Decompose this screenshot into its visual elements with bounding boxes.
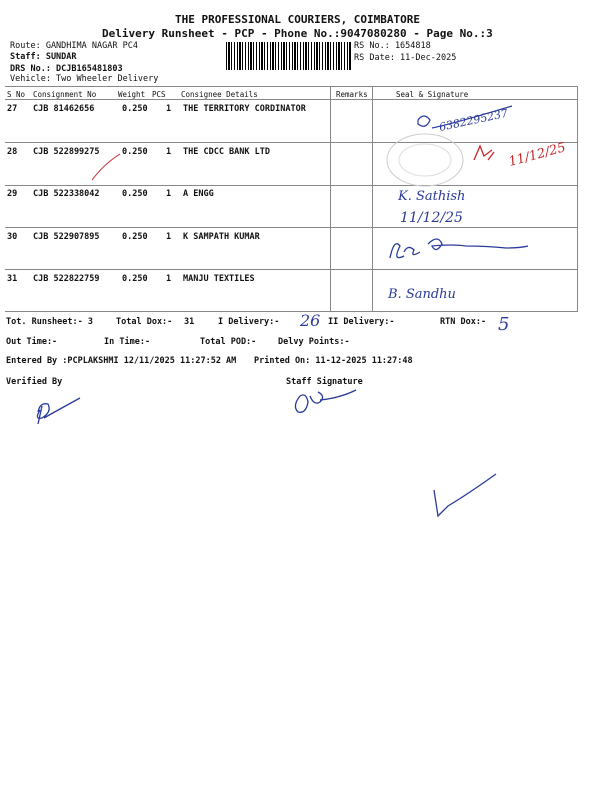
handwritten-delivery-count: 26 (300, 311, 321, 330)
signature-row-30 (390, 239, 528, 258)
drs-number: DRS No.: DCJB165481803 (10, 64, 123, 74)
signature-row-28 (474, 146, 494, 160)
vehicle-label: Vehicle: Two Wheeler Delivery (10, 74, 159, 84)
out-time-label: Out Time:- (6, 337, 58, 347)
ii-delivery-label: II Delivery:- (328, 317, 395, 327)
row-consignment: CJB 522338042 (33, 189, 100, 199)
row-weight: 0.250 (122, 189, 148, 199)
row-pcs: 1 (166, 232, 172, 242)
row-consignment: CJB 522907895 (33, 232, 100, 242)
row-consignee: A ENGG (183, 189, 214, 199)
extra-signature-mark (434, 474, 496, 516)
col-consignment: Consignment No (33, 90, 97, 99)
row-sno: 31 (7, 274, 18, 284)
col-weight: Weight (118, 90, 146, 99)
company-title: THE PROFESSIONAL COURIERS, COIMBATORE (175, 13, 421, 26)
handwritten-date-row-28: 11/12/25 (507, 140, 568, 170)
row-weight: 0.250 (122, 147, 148, 157)
red-tick-mark (92, 154, 120, 180)
row-consignment: CJB 522822759 (33, 274, 100, 284)
row-sno: 29 (7, 189, 18, 199)
staff-signature-label: Staff Signature (286, 377, 363, 387)
row-consignee: THE CDCC BANK LTD (183, 147, 270, 157)
row-weight: 0.250 (122, 232, 148, 242)
rtn-dox-label: RTN Dox:- (440, 317, 487, 327)
total-dox-label: Total Dox:- (116, 317, 173, 327)
row-consignee: MANJU TEXTILES (183, 274, 255, 284)
delvy-points-label: Delvy Points:- (278, 337, 350, 347)
row-sno: 30 (7, 232, 18, 242)
stamp-mark (387, 134, 463, 186)
row-pcs: 1 (166, 189, 172, 199)
col-pcs: PCS (152, 90, 166, 99)
stamp-mark (399, 144, 451, 176)
total-dox-value: 31 (184, 317, 195, 327)
printed-on: Printed On: 11-12-2025 11:27:48 (254, 356, 413, 366)
entered-by: Entered By :PCPLAKSHMI 12/11/2025 11:27:52 AM (6, 356, 237, 366)
row-consignee: THE TERRITORY CORDINATOR (183, 104, 306, 114)
row-pcs: 1 (166, 104, 172, 114)
route-label: Route: GANDHIMA NAGAR PC4 (10, 41, 138, 51)
runsheet-title: Delivery Runsheet - PCP - Phone No.:9047080280 - Page No.:3 (102, 27, 493, 40)
handwritten-phone: 6382295237 (437, 106, 510, 134)
col-seal-signature: Seal & Signature (396, 90, 469, 99)
col-consignee: Consignee Details (181, 90, 258, 99)
row-consignment: CJB 81462656 (33, 104, 95, 114)
rs-number: RS No.: 1654818 (354, 41, 431, 51)
in-time-label: In Time:- (104, 337, 151, 347)
row-pcs: 1 (166, 274, 172, 284)
verified-by-label: Verified By (6, 377, 63, 387)
row-consignee: K SAMPATH KUMAR (183, 232, 260, 242)
i-delivery-label: I Delivery:- (218, 317, 280, 327)
col-sno: S No (7, 90, 26, 99)
tot-runsheet: Tot. Runsheet:- 3 (6, 317, 93, 327)
rs-date: RS Date: 11-Dec-2025 (354, 53, 457, 63)
handwritten-name-row-29: K. Sathish (398, 189, 466, 204)
row-pcs: 1 (166, 147, 172, 157)
row-weight: 0.250 (122, 274, 148, 284)
handwritten-date-row-29: 11/12/25 (400, 210, 463, 226)
total-pod-label: Total POD:- (200, 337, 257, 347)
row-sno: 27 (7, 104, 18, 114)
row-weight: 0.250 (122, 104, 148, 114)
row-sno: 28 (7, 147, 18, 157)
handwritten-rtn-count: 5 (498, 314, 510, 335)
verified-signature (37, 398, 80, 424)
handwritten-name-row-31: B. Sandhu (388, 287, 456, 302)
row-consignment: CJB 522899275 (33, 147, 100, 157)
staff-label: Staff: SUNDAR (10, 52, 77, 62)
col-remarks: Remarks (336, 90, 368, 99)
staff-signature (295, 390, 356, 412)
